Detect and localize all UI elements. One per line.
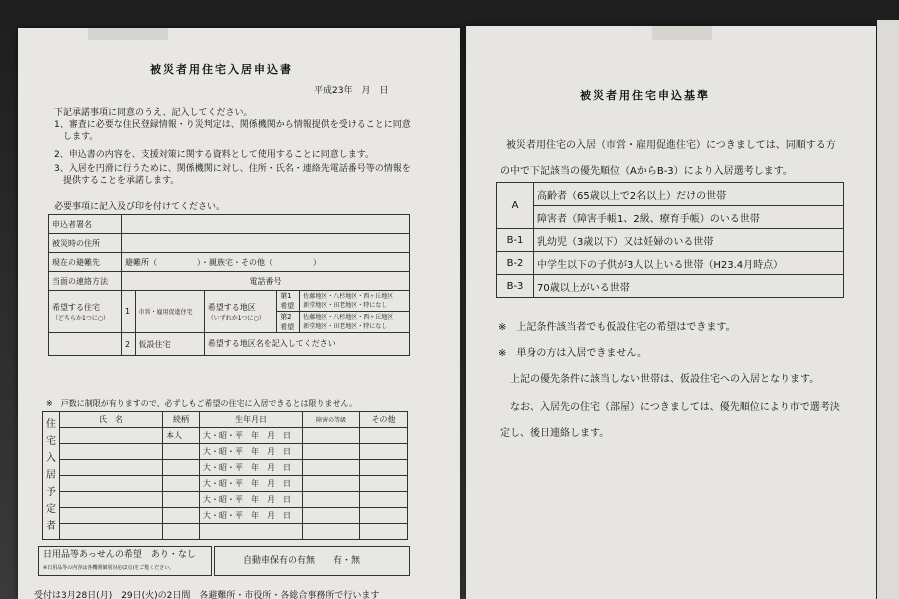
desired-area-sub: （いずれか1つに○） [207,314,265,322]
form-title: 被災者用住宅入居申込書 [150,63,293,76]
resident-name[interactable] [60,524,163,540]
header-birthdate: 生年月日 [200,412,303,428]
desired-area-label: 希望する地区 [207,302,256,312]
criteria-code: B-3 [497,275,534,298]
desired-housing-label: 希望する住宅 [52,302,100,312]
disability-field[interactable] [303,492,360,508]
criteria-code: B-2 [497,252,534,275]
disaster-address-label: 被災時の住所 [49,234,122,253]
criteria-desc: 乳幼児（3歳以下）又は妊婦のいる世帯 [534,229,844,252]
criteria-desc: 高齢者（65歳以上で2名以上）だけの世帯 [534,183,844,206]
option-2-label: 仮設住宅 [135,333,204,356]
other-field[interactable] [360,492,408,508]
note-1: ※ 上記条件該当者でも仮設住宅の希望はできます。 [498,322,736,333]
birth-field[interactable]: 大・昭・平 年 月 日 [200,444,303,460]
criteria-table [496,182,844,298]
criteria-para-1: 被災者用住宅の入居（市営・雇用促進住宅）につきましては、同順する方 [506,140,836,151]
birth-field[interactable]: 大・昭・平 年 月 日 [200,476,303,492]
other-field[interactable] [360,508,408,524]
consent-item: 1、審査に必要な住民登録情報・り災判定は、関係機関から情報提供を受けることに同意 [54,120,411,130]
criteria-para-4: なお、入居先の住宅（部屋）につきましては、優先順位により市で選考決 [510,402,840,413]
disability-field[interactable] [303,460,360,476]
form-date: 平成23年 月 日 [314,86,389,96]
header-other: その他 [360,412,408,428]
pref-1-areas-2[interactable]: 新堂地区・田老地区・特になし [303,302,388,309]
disability-field[interactable] [303,524,360,540]
relation-self: 本人 [163,428,200,444]
daily-goods-box[interactable] [38,546,212,576]
contact-label: 当面の連絡方法 [49,272,122,291]
other-field[interactable] [360,460,408,476]
disability-field[interactable] [303,444,360,460]
header-relation: 続柄 [163,412,200,428]
resident-name[interactable] [60,508,163,524]
criteria-code: B-1 [497,229,534,252]
residents-label: 住宅入居予定者 [43,412,60,540]
header-name: 氏 名 [60,412,163,428]
form-intro: 下記承諾事項に同意のうえ、記入してください。 [54,108,253,118]
criteria-para-2: の中で下記該当の優先順位（AからB-3）により入居選考します。 [500,166,793,177]
note-2: ※ 単身の方は入居できません。 [498,348,647,359]
option-1-label: 市営・雇用促進住宅 [135,291,204,333]
pref-1-areas[interactable]: 佐藤地区・八杉地区・西ヶ丘地区 [303,293,394,300]
shelter-options[interactable]: 避難所（ ）・親族宅・その他（ ） [122,253,410,272]
car-box[interactable] [214,546,410,576]
daily-goods-label: 日用品等あっせんの希望 あり・なし [43,550,196,560]
criteria-title: 被災者用住宅申込基準 [580,89,710,102]
pref-1-label: 第1希望 [277,291,300,312]
consent-item: 提供することを承諾します。 [54,176,180,186]
criteria-desc: 障害者（障害手帳1、2級、療育手帳）のいる世帯 [534,206,844,229]
consent-item: 3、入居を円滑に行うために、関係機関に対し、住所・氏名・連絡先電話番号等の情報を [54,164,411,174]
disability-field[interactable] [303,508,360,524]
bottom-cut-text: 受付は3月28日(月) 29日(火)の2日間 各避難所・市役所・各総合事務所で行います [34,591,380,599]
criteria-desc: 70歳以上がいる世帯 [534,275,844,298]
birth-field[interactable]: 大・昭・平 年 月 日 [200,492,303,508]
disaster-address-field[interactable] [122,234,410,253]
criteria-para-5: 定し、後日連絡します。 [500,428,610,439]
option-2-number[interactable]: 2 [122,333,136,356]
residents-table [42,411,408,540]
edge-paper [877,20,899,599]
resident-name[interactable] [60,460,163,476]
birth-field[interactable]: 大・昭・平 年 月 日 [200,508,303,524]
other-field[interactable] [360,444,408,460]
applicant-label: 申込者署名 [49,215,122,234]
daily-goods-note: ※日用品等の内容は各機関個別対応(2点)をご覧ください。 [43,565,175,571]
option-2-note[interactable]: 希望する地区名を記入してください [204,333,409,356]
phone-field[interactable]: 電話番号 [122,272,410,291]
criteria-sheet [466,26,876,599]
pref-2-areas[interactable]: 佐藤地区・八杉地区・西ヶ丘地区 [303,314,394,321]
header-disability: 障害の等級 [303,412,360,428]
criteria-code-a: A [497,183,534,229]
shelter-label: 現在の避難先 [49,253,122,272]
option-1-number[interactable]: 1 [122,291,136,333]
criteria-desc: 中学生以下の子供が3人以上いる世帯（H23.4月時点） [534,252,844,275]
other-field[interactable] [360,428,408,444]
criteria-para-3: 上記の優先条件に該当しない世帯は、仮設住宅への入居となります。 [510,374,820,385]
disability-field[interactable] [303,428,360,444]
resident-name[interactable] [60,428,163,444]
fill-note: 必要事項に記入及び印を付けてください。 [54,202,226,212]
other-field[interactable] [360,476,408,492]
pref-2-label: 第2希望 [277,312,300,333]
resident-name[interactable] [60,492,163,508]
applicant-field[interactable] [122,215,410,234]
pref-2-areas-2[interactable]: 新堂地区・田老地区・特になし [303,323,388,330]
resident-name[interactable] [60,444,163,460]
birth-field[interactable]: 大・昭・平 年 月 日 [200,428,303,444]
warning-text: ※ 戸数に制限が有りますので、必ずしもご希望の住宅に入居できるとは限りません。 [46,399,358,408]
birth-field[interactable]: 大・昭・平 年 月 日 [200,460,303,476]
disability-field[interactable] [303,476,360,492]
resident-name[interactable] [60,476,163,492]
application-form-sheet [18,28,460,599]
consent-item: します。 [54,132,99,142]
tape [88,28,168,40]
consent-item: 2、申込書の内容を、支援対策に関する資料として使用することに同意します。 [54,150,375,160]
application-table [48,214,410,356]
tape [652,26,712,40]
car-label: 自動車保有の有無 有・無 [243,556,361,566]
other-field[interactable] [360,524,408,540]
desired-housing-sub: （どちらか1つに○） [52,314,110,322]
